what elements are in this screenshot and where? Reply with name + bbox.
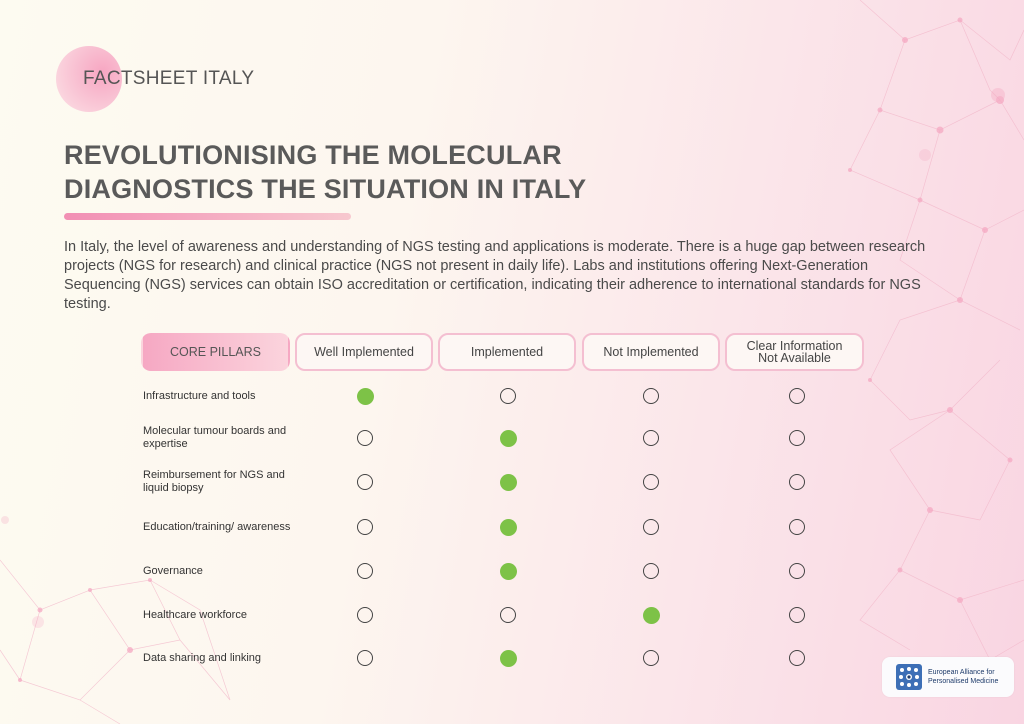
- column-header-implemented: Implemented: [438, 333, 576, 371]
- status-dot-empty: [357, 563, 373, 579]
- eapm-logo-text: [928, 668, 998, 686]
- status-dot-empty: [789, 519, 805, 535]
- core-pillars-header: CORE PILLARS: [141, 333, 290, 371]
- status-dot-empty: [643, 430, 659, 446]
- pillar-row-label: Education/training/ awareness: [143, 520, 291, 533]
- column-header-clear-information-not-available: Clear Information Not Available: [725, 333, 864, 371]
- status-dot-empty: [357, 474, 373, 490]
- status-dot-empty: [357, 519, 373, 535]
- status-dot-filled: [500, 650, 517, 667]
- eapm-logo: [882, 657, 1014, 697]
- status-dot-filled: [500, 563, 517, 580]
- status-dot-filled: [500, 474, 517, 491]
- intro-paragraph: In Italy, the level of awareness and understanding of NGS testing and applications is moderate. There is a huge gap between research projects (NGS for research) and clinical practice (NGS not present in daily life). Labs and institutions offering Next-Generation Sequencing (NGS) services can obtain ISO accreditation or certification, indicating their adherence to international standards for NGS testing.: [64, 239, 926, 312]
- status-dot-empty: [643, 650, 659, 666]
- status-dot-empty: [789, 474, 805, 490]
- status-dot-filled: [500, 430, 517, 447]
- eapm-logo-icon: [896, 664, 922, 690]
- pillar-row-label: Reimbursement for NGS and liquid biopsy: [143, 469, 285, 494]
- title-underline: [64, 213, 351, 220]
- status-dot-empty: [357, 607, 373, 623]
- status-dot-filled: [643, 607, 660, 624]
- status-dot-empty: [789, 607, 805, 623]
- status-dot-empty: [789, 563, 805, 579]
- status-dot-empty: [357, 650, 373, 666]
- page-title: REVOLUTIONISING THE MOLECULAR DIAGNOSTICS THE SITUATION IN ITALY: [64, 140, 587, 204]
- factsheet-label: FACTSHEET ITALY: [83, 68, 255, 89]
- status-dot-empty: [500, 388, 516, 404]
- status-dot-empty: [357, 430, 373, 446]
- pillar-row-label: Governance: [143, 564, 203, 577]
- status-dot-empty: [643, 563, 659, 579]
- status-dot-empty: [643, 474, 659, 490]
- status-dot-empty: [643, 519, 659, 535]
- eapm-logo-line2: Personalised Medicine: [928, 678, 999, 685]
- status-dot-empty: [500, 607, 516, 623]
- pillar-row-label: Healthcare workforce: [143, 608, 247, 621]
- factsheet-badge: [56, 46, 276, 112]
- column-header-not-implemented: Not Implemented: [582, 333, 720, 371]
- pillar-row-label: Molecular tumour boards and expertise: [143, 425, 287, 450]
- status-dot-filled: [357, 388, 374, 405]
- status-dot-empty: [643, 388, 659, 404]
- status-dot-empty: [789, 388, 805, 404]
- column-header-well-implemented: Well Implemented: [295, 333, 433, 371]
- pillar-row-label: Infrastructure and tools: [143, 389, 256, 402]
- eapm-logo-line1: European Alliance for: [928, 669, 995, 676]
- status-dot-empty: [789, 650, 805, 666]
- status-dot-empty: [789, 430, 805, 446]
- status-dot-filled: [500, 519, 517, 536]
- pillar-row-label: Data sharing and linking: [143, 651, 262, 664]
